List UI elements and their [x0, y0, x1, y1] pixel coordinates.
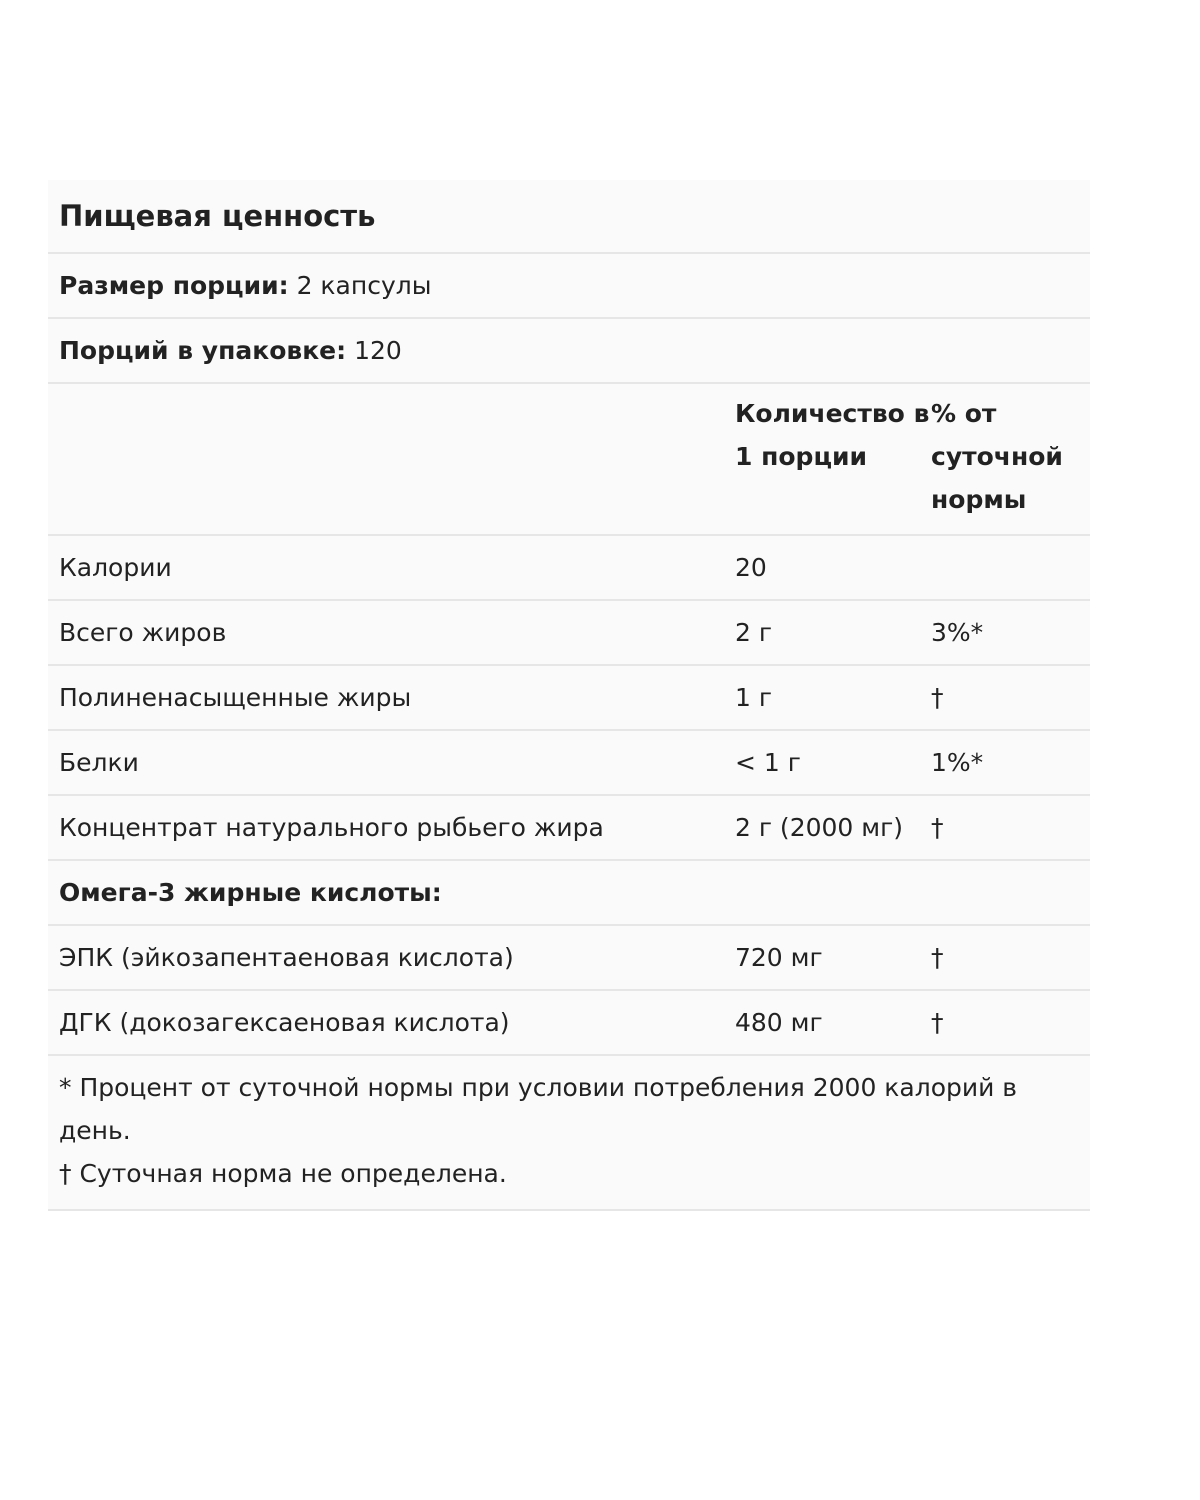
footnotes — [48, 1056, 1090, 1211]
title-row — [48, 180, 1090, 254]
nutrient-amount: 480 мг — [735, 1008, 823, 1037]
nutrient-amount: 1 г — [735, 683, 772, 712]
nutrient-daily-value: † — [931, 1008, 944, 1037]
serving-size-value: 2 капсулы — [296, 271, 432, 300]
daily-value-not-established-note: † Суточная норма не определена. — [59, 1159, 507, 1188]
nutrient-daily-value: † — [931, 813, 944, 842]
serving-size-row — [48, 254, 1090, 319]
nutrient-amount: 720 мг — [735, 943, 823, 972]
servings-per-container-row — [48, 319, 1090, 384]
servings-value: 120 — [354, 336, 402, 365]
nutrient-daily-value: † — [931, 683, 944, 712]
table-row — [48, 601, 1090, 666]
nutrient-name: ДГК (докозагексаеновая кислота) — [59, 1008, 510, 1037]
table-row — [48, 926, 1090, 991]
nutrient-name: ЭПК (эйкозапентаеновая кислота) — [59, 943, 514, 972]
nutrient-name: Концентрат натурального рыбьего жира — [59, 813, 604, 842]
nutrient-name: Всего жиров — [59, 618, 227, 647]
table-row — [48, 731, 1090, 796]
serving-size-label: Размер порции: — [59, 271, 289, 300]
header-daily-value: % от суточной нормы — [931, 399, 1063, 514]
table-row — [48, 991, 1090, 1056]
nutrient-amount: 2 г — [735, 618, 772, 647]
servings-label: Порций в упаковке: — [59, 336, 347, 365]
nutrient-name: Калории — [59, 553, 172, 582]
percent-daily-value-note: * Процент от суточной нормы при условии потребления 2000 калорий в день. — [59, 1073, 1018, 1145]
omega3-group-title: Омега-3 жирные кислоты: — [59, 878, 442, 907]
nutrient-daily-value: 3%* — [931, 618, 984, 647]
table-row — [48, 666, 1090, 731]
nutrient-amount: 20 — [735, 553, 767, 582]
servings-per-container — [48, 336, 402, 365]
panel-title: Пищевая ценность — [59, 199, 376, 233]
header-amount: Количество в 1 порции — [735, 399, 930, 471]
nutrient-amount: < 1 г — [735, 748, 801, 777]
nutrient-daily-value: 1%* — [931, 748, 984, 777]
nutrient-name: Белки — [59, 748, 139, 777]
group-title-row — [48, 861, 1090, 926]
nutrition-facts-table — [48, 180, 1090, 1211]
table-row — [48, 796, 1090, 861]
nutrient-daily-value: † — [931, 943, 944, 972]
column-header-row — [48, 384, 1090, 536]
serving-size — [48, 271, 431, 300]
nutrient-name: Полиненасыщенные жиры — [59, 683, 412, 712]
nutrient-amount: 2 г (2000 мг) — [735, 813, 904, 842]
table-row — [48, 536, 1090, 601]
